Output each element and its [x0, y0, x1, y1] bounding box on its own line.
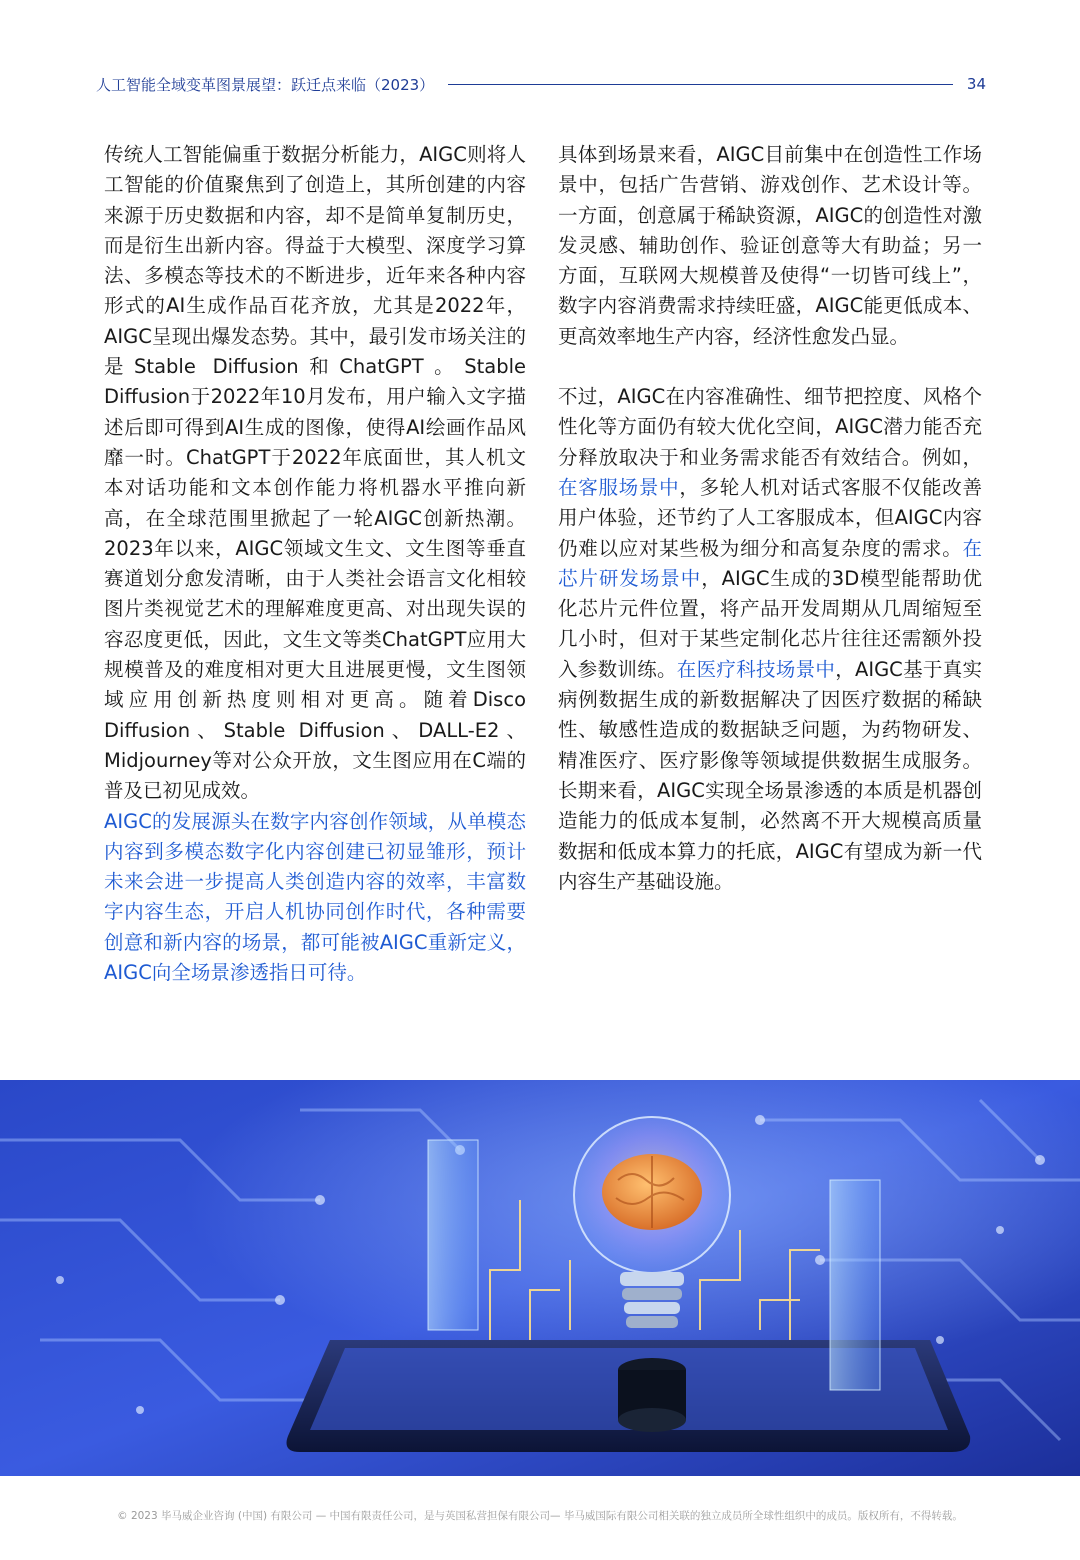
- right-column: [558, 140, 982, 927]
- page-header: [96, 70, 986, 98]
- text-segment: ，多轮人机对话式客服不仅能改善用户体验，还节约了人工客服成本，但AIGC内容仍难以应对某些极为细分和高复杂度的需求。: [558, 475, 982, 560]
- limitations-paragraph: [558, 382, 982, 897]
- highlight-paragraph: AIGC的发展源头在数字内容创作领域，从单模态内容到多模态数字化内容创建已初显雏形，预计未来会进一步提高人类创造内容的效率，丰富数字内容生态，开启人机协同创作时代，各种需要创意和新内容的场景，都可能被AIGC重新定义，AIGC向全场景渗透指日可待。: [104, 809, 526, 985]
- copyright-footer: © 2023 毕马威企业咨询 (中国) 有限公司 — 中国有限责任公司，是与英国私营担保有限公司— 毕马威国际有限公司相关联的独立成员所全球性组织中的成员。版权所有，不得转载。: [117, 1510, 963, 1522]
- left-column: [104, 140, 526, 1018]
- page-number: 34: [966, 75, 986, 93]
- medical-tech-highlight: 在医疗科技场景中: [676, 657, 836, 681]
- intro-paragraph: 传统人工智能偏重于数据分析能力，AIGC则将人工智能的价值聚焦到了创造上，其所创建的内容来源于历史数据和内容，却不是简单复制历史，而是衍生出新内容。得益于大模型、深度学习算法、多模态等技术的不断进步，近年来各种内容形式的AI生成作品百花齐放，尤其是2022年，AIGC呈现出爆发态势。其中，最引发市场关注的是Stable Diffusion和ChatGPT。Stable Diffusion于2022年10月发布，用户输入文字描述后即可得到AI生成的图像，使得AI绘画作品风靡一时。ChatGPT于2022年底面世，其人机文本对话功能和文本创作能力将机器水平推向新高，在全球范围里掀起了一轮AIGC创新热潮。2023年以来，AIGC领域文生文、文生图等垂直赛道划分愈发清晰，由于人类社会语言文化相较图片类视觉艺术的理解难度更高、对出现失误的容忍度更低，因此，文生文等类ChatGPT应用大规模普及的难度相对更大且进展更慢，文生图领域应用创新热度则相对更高。随着Disco Diffusion、Stable Diffusion、DALL-E2、Midjourney等对公众开放，文生图应用在C端的普及已初见成效。: [104, 143, 526, 803]
- customer-service-highlight: 在客服场景中: [558, 475, 680, 499]
- text-segment: ，AIGC生成的3D模型能帮助优化芯片元件位置，将产品开发周期从几周缩短至几小时，但对于某些定制化芯片往往还需额外投入参数训练。: [558, 566, 982, 681]
- scenario-paragraph: 具体到场景来看，AIGC目前集中在创造性工作场景中，包括广告营销、游戏创作、艺术设计等。一方面，创意属于稀缺资源，AIGC的创造性对激发灵感、辅助创作、验证创意等大有助益；另一方面，互联网大规模普及使得“一切皆可线上”，数字内容消费需求持续旺盛，AIGC能更低成本、更高效率地生产内容，经济性愈发凸显。: [558, 143, 982, 348]
- chip-rd-highlight: 在芯片研发场景中: [558, 536, 982, 590]
- report-title: 人工智能全域变革图景展望：跃迁点来临（2023）: [96, 75, 435, 94]
- text-segment: ，AIGC基于真实病例数据生成的新数据解决了因医疗数据的稀缺性、敏感性造成的数据缺乏问题，为药物研发、精准医疗、医疗影像等领域提供数据生成服务。长期来看，AIGC实现全场景渗透的本质是机器创造能力的低成本复制，必然离不开大规模高质量数据和低成本算力的托底，AIGC有望成为新一代内容生产基础设施。: [558, 657, 982, 893]
- text-segment: 不过，AIGC在内容准确性、细节把控度、风格个性化等方面仍有较大优化空间，AIGC潜力能否充分释放取决于和业务需求能否有效结合。例如，: [558, 385, 982, 469]
- ai-brain-illustration: [0, 1080, 1080, 1476]
- header-divider: [448, 84, 953, 85]
